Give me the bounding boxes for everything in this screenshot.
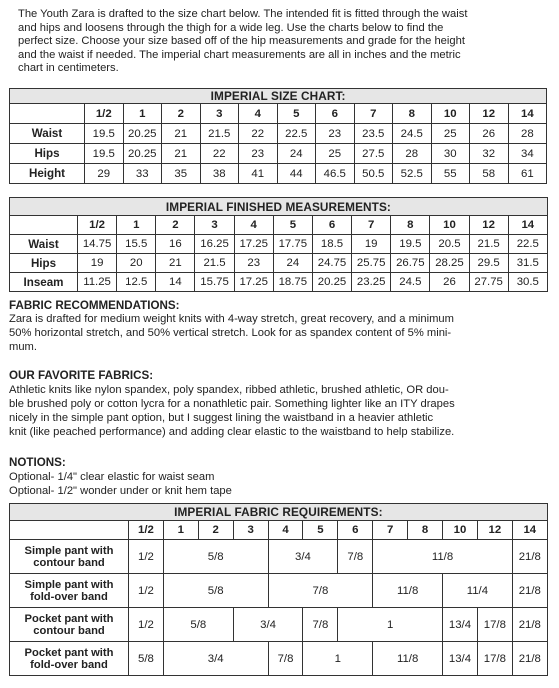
favorite-fabrics-line: knit (like peached performance) and adding clear elastic to the waistband to help stabilize.	[9, 426, 455, 438]
table-cell: 21	[162, 144, 201, 164]
size-chart-table	[9, 88, 547, 184]
size-header: 10	[431, 104, 470, 124]
table-cell: 13/4	[443, 642, 478, 676]
table-cell: 26	[430, 273, 469, 292]
table-cell: 28	[508, 124, 547, 144]
size-header: 5	[273, 216, 312, 235]
size-header: 6	[338, 521, 373, 540]
size-header: 2	[162, 104, 201, 124]
table-cell: 20.25	[123, 124, 162, 144]
table-cell: 1	[303, 642, 373, 676]
table-cell: 11/8	[373, 574, 443, 608]
size-header: 4	[239, 104, 278, 124]
table-row	[10, 164, 547, 184]
table-cell: 25.75	[352, 254, 391, 273]
size-chart-title: IMPERIAL SIZE CHART:	[10, 89, 547, 104]
size-header: 6	[312, 216, 351, 235]
row-label-line: Pocket pant with	[24, 646, 114, 659]
table-cell: 28.25	[430, 254, 469, 273]
table-cell: 20.25	[123, 144, 162, 164]
table-cell: 11/8	[373, 642, 443, 676]
size-header: 8	[393, 104, 432, 124]
empty-cell	[10, 521, 129, 540]
fabric-recommendations-heading: FABRIC RECOMMENDATIONS:	[9, 299, 180, 312]
table-cell: 28	[393, 144, 432, 164]
favorite-fabrics-line: Athletic knits like nylon spandex, poly spandex, ribbed athletic, brushed athletic, OR dou-	[9, 384, 449, 396]
row-label: Waist	[10, 124, 85, 144]
row-label-line: Simple pant with	[24, 544, 114, 557]
table-cell: 17.25	[234, 273, 273, 292]
table-cell: 44	[277, 164, 316, 184]
fabric-recommendations-line: Zara is drafted for medium weight knits with 4-way stretch, great recovery, and a minimum	[9, 313, 454, 325]
fabric-requirements-table	[9, 503, 548, 676]
table-cell: 30.5	[508, 273, 547, 292]
row-label: Inseam	[10, 273, 78, 292]
table-cell: 33	[123, 164, 162, 184]
row-label-line: fold-over band	[30, 658, 108, 671]
fabric-recommendations-line: 50% horizontal stretch, and 50% vertical stretch. Look for as spandex content of 5% mini-	[9, 327, 452, 339]
size-header: 7	[354, 104, 393, 124]
intro-line: and the waist if needed. The imperial chart measurements are all in inches and the metric	[18, 48, 461, 61]
size-header: 1	[117, 216, 156, 235]
intro-line: perfect size. Choose your size based off of the hip measurements and grade for the height	[18, 35, 465, 48]
size-header: 8	[408, 521, 443, 540]
table-cell: 27.75	[469, 273, 508, 292]
row-label-line: contour band	[33, 624, 105, 637]
size-header: 7	[373, 521, 408, 540]
table-cell: 17/8	[477, 608, 512, 642]
table-cell: 19	[352, 235, 391, 254]
row-label-line: contour band	[33, 556, 105, 569]
size-header: 4	[268, 521, 303, 540]
table-cell: 32	[470, 144, 509, 164]
table-cell: 11.25	[78, 273, 117, 292]
table-cell: 26	[470, 124, 509, 144]
favorite-fabrics-heading: OUR FAVORITE FABRICS:	[9, 369, 154, 382]
table-row	[10, 642, 548, 676]
table-row	[10, 235, 548, 254]
size-header: 1	[163, 521, 198, 540]
table-cell: 20.25	[312, 273, 351, 292]
intro-line: chart in centimeters.	[18, 62, 119, 75]
table-cell: 46.5	[316, 164, 355, 184]
size-header: 14	[508, 216, 547, 235]
table-cell: 21/8	[512, 608, 547, 642]
table-cell: 15.5	[117, 235, 156, 254]
table-cell: 22	[200, 144, 239, 164]
notions-line: Optional- 1/2" wonder under or knit hem tape	[9, 485, 232, 497]
table-cell: 24	[273, 254, 312, 273]
table-cell: 21	[156, 254, 195, 273]
table-cell: 55	[431, 164, 470, 184]
row-label	[10, 642, 129, 676]
size-header: 14	[512, 521, 547, 540]
table-cell: 20.5	[430, 235, 469, 254]
table-cell: 35	[162, 164, 201, 184]
table-cell: 24.5	[393, 124, 432, 144]
table-cell: 3/4	[163, 642, 268, 676]
table-cell: 38	[200, 164, 239, 184]
size-header: 1	[123, 104, 162, 124]
size-header: 8	[391, 216, 430, 235]
table-cell: 23.5	[354, 124, 393, 144]
table-cell: 24.75	[312, 254, 351, 273]
table-cell: 17.25	[234, 235, 273, 254]
table-cell: 23	[316, 124, 355, 144]
table-row	[10, 540, 548, 574]
table-cell: 24.5	[391, 273, 430, 292]
empty-cell	[10, 216, 78, 235]
table-cell: 23	[239, 144, 278, 164]
table-cell: 21/8	[512, 574, 547, 608]
table-cell: 16	[156, 235, 195, 254]
table-cell: 22	[239, 124, 278, 144]
size-header: 5	[277, 104, 316, 124]
table-cell: 5/8	[163, 540, 268, 574]
table-cell: 19.5	[391, 235, 430, 254]
table-cell: 34	[508, 144, 547, 164]
table-row	[10, 254, 548, 273]
table-cell: 19.5	[85, 124, 124, 144]
table-cell: 50.5	[354, 164, 393, 184]
table-cell: 25	[431, 124, 470, 144]
table-cell: 7/8	[268, 574, 373, 608]
table-cell: 52.5	[393, 164, 432, 184]
size-header: 1/2	[78, 216, 117, 235]
size-header: 5	[303, 521, 338, 540]
table-cell: 16.25	[195, 235, 234, 254]
row-label-line: Simple pant with	[24, 578, 114, 591]
table-cell: 7/8	[268, 642, 303, 676]
table-row	[10, 144, 547, 164]
table-cell: 5/8	[163, 608, 233, 642]
row-label	[10, 540, 129, 574]
table-cell: 30	[431, 144, 470, 164]
table-cell: 25	[316, 144, 355, 164]
table-cell: 12.5	[117, 273, 156, 292]
table-cell: 22.5	[508, 235, 547, 254]
table-cell: 15.75	[195, 273, 234, 292]
table-row	[10, 273, 548, 292]
table-cell: 41	[239, 164, 278, 184]
table-cell: 24	[277, 144, 316, 164]
row-label: Waist	[10, 235, 78, 254]
table-cell: 11/8	[373, 540, 513, 574]
table-cell: 18.75	[273, 273, 312, 292]
table-cell: 7/8	[338, 540, 373, 574]
table-cell: 61	[508, 164, 547, 184]
table-cell: 1/2	[129, 540, 164, 574]
row-label	[10, 608, 129, 642]
notions-line: Optional- 1/4" clear elastic for waist seam	[9, 471, 215, 483]
table-cell: 19.5	[85, 144, 124, 164]
fabric-recommendations-line: mum.	[9, 341, 37, 353]
table-cell: 17.75	[273, 235, 312, 254]
size-header: 3	[195, 216, 234, 235]
table-cell: 29	[85, 164, 124, 184]
size-header: 6	[316, 104, 355, 124]
empty-cell	[10, 104, 85, 124]
size-header: 10	[443, 521, 478, 540]
table-cell: 14.75	[78, 235, 117, 254]
row-label-line: fold-over band	[30, 590, 108, 603]
finished-measurements-table	[9, 197, 548, 292]
finished-chart-title: IMPERIAL FINISHED MEASUREMENTS:	[10, 198, 548, 216]
size-header: 10	[430, 216, 469, 235]
table-cell: 18.5	[312, 235, 351, 254]
table-cell: 21/8	[512, 540, 547, 574]
fabric-chart-title: IMPERIAL FABRIC REQUIREMENTS:	[10, 504, 548, 521]
table-cell: 14	[156, 273, 195, 292]
table-cell: 11/4	[443, 574, 513, 608]
table-cell: 1/2	[129, 574, 164, 608]
table-cell: 21/8	[512, 642, 547, 676]
table-row	[10, 124, 547, 144]
table-cell: 27.5	[354, 144, 393, 164]
size-header: 2	[198, 521, 233, 540]
table-cell: 20	[117, 254, 156, 273]
size-header: 12	[477, 521, 512, 540]
table-cell: 3/4	[233, 608, 303, 642]
table-cell: 5/8	[129, 642, 164, 676]
table-cell: 23	[234, 254, 273, 273]
intro-line: The Youth Zara is drafted to the size chart below. The intended fit is fitted through the waist	[18, 8, 468, 20]
size-header: 2	[156, 216, 195, 235]
row-label: Height	[10, 164, 85, 184]
size-header: 4	[234, 216, 273, 235]
table-cell: 31.5	[508, 254, 547, 273]
size-header: 12	[469, 216, 508, 235]
row-label: Hips	[10, 254, 78, 273]
row-label-line: Pocket pant with	[24, 612, 114, 625]
size-header: 7	[352, 216, 391, 235]
table-cell: 22.5	[277, 124, 316, 144]
table-cell: 19	[78, 254, 117, 273]
table-cell: 23.25	[352, 273, 391, 292]
size-header: 3	[200, 104, 239, 124]
size-header: 3	[233, 521, 268, 540]
size-header: 14	[508, 104, 547, 124]
table-row	[10, 574, 548, 608]
table-cell: 1/2	[129, 608, 164, 642]
favorite-fabrics-line: ble brushed poly or cotton lycra for a nonathletic pair. Something lighter like an ITY drapes	[9, 398, 455, 410]
row-label: Hips	[10, 144, 85, 164]
table-cell: 1	[338, 608, 443, 642]
table-cell: 5/8	[163, 574, 268, 608]
table-cell: 21.5	[469, 235, 508, 254]
favorite-fabrics-line: nicely in the simple pant option, but I suggest lining the waistband in a heavier athletic	[9, 412, 434, 424]
table-cell: 17/8	[477, 642, 512, 676]
table-cell: 29.5	[469, 254, 508, 273]
table-cell: 21	[162, 124, 201, 144]
table-row	[10, 608, 548, 642]
size-header: 1/2	[129, 521, 164, 540]
size-header: 1/2	[85, 104, 124, 124]
table-cell: 13/4	[443, 608, 478, 642]
size-header: 12	[470, 104, 509, 124]
table-cell: 3/4	[268, 540, 338, 574]
intro-line: and hips and loosens through the thigh for a wide leg. Use the charts below to find the	[18, 21, 444, 34]
row-label	[10, 574, 129, 608]
table-cell: 26.75	[391, 254, 430, 273]
table-cell: 21.5	[200, 124, 239, 144]
table-cell: 21.5	[195, 254, 234, 273]
notions-heading: NOTIONS:	[9, 456, 66, 469]
table-cell: 7/8	[303, 608, 338, 642]
table-cell: 58	[470, 164, 509, 184]
